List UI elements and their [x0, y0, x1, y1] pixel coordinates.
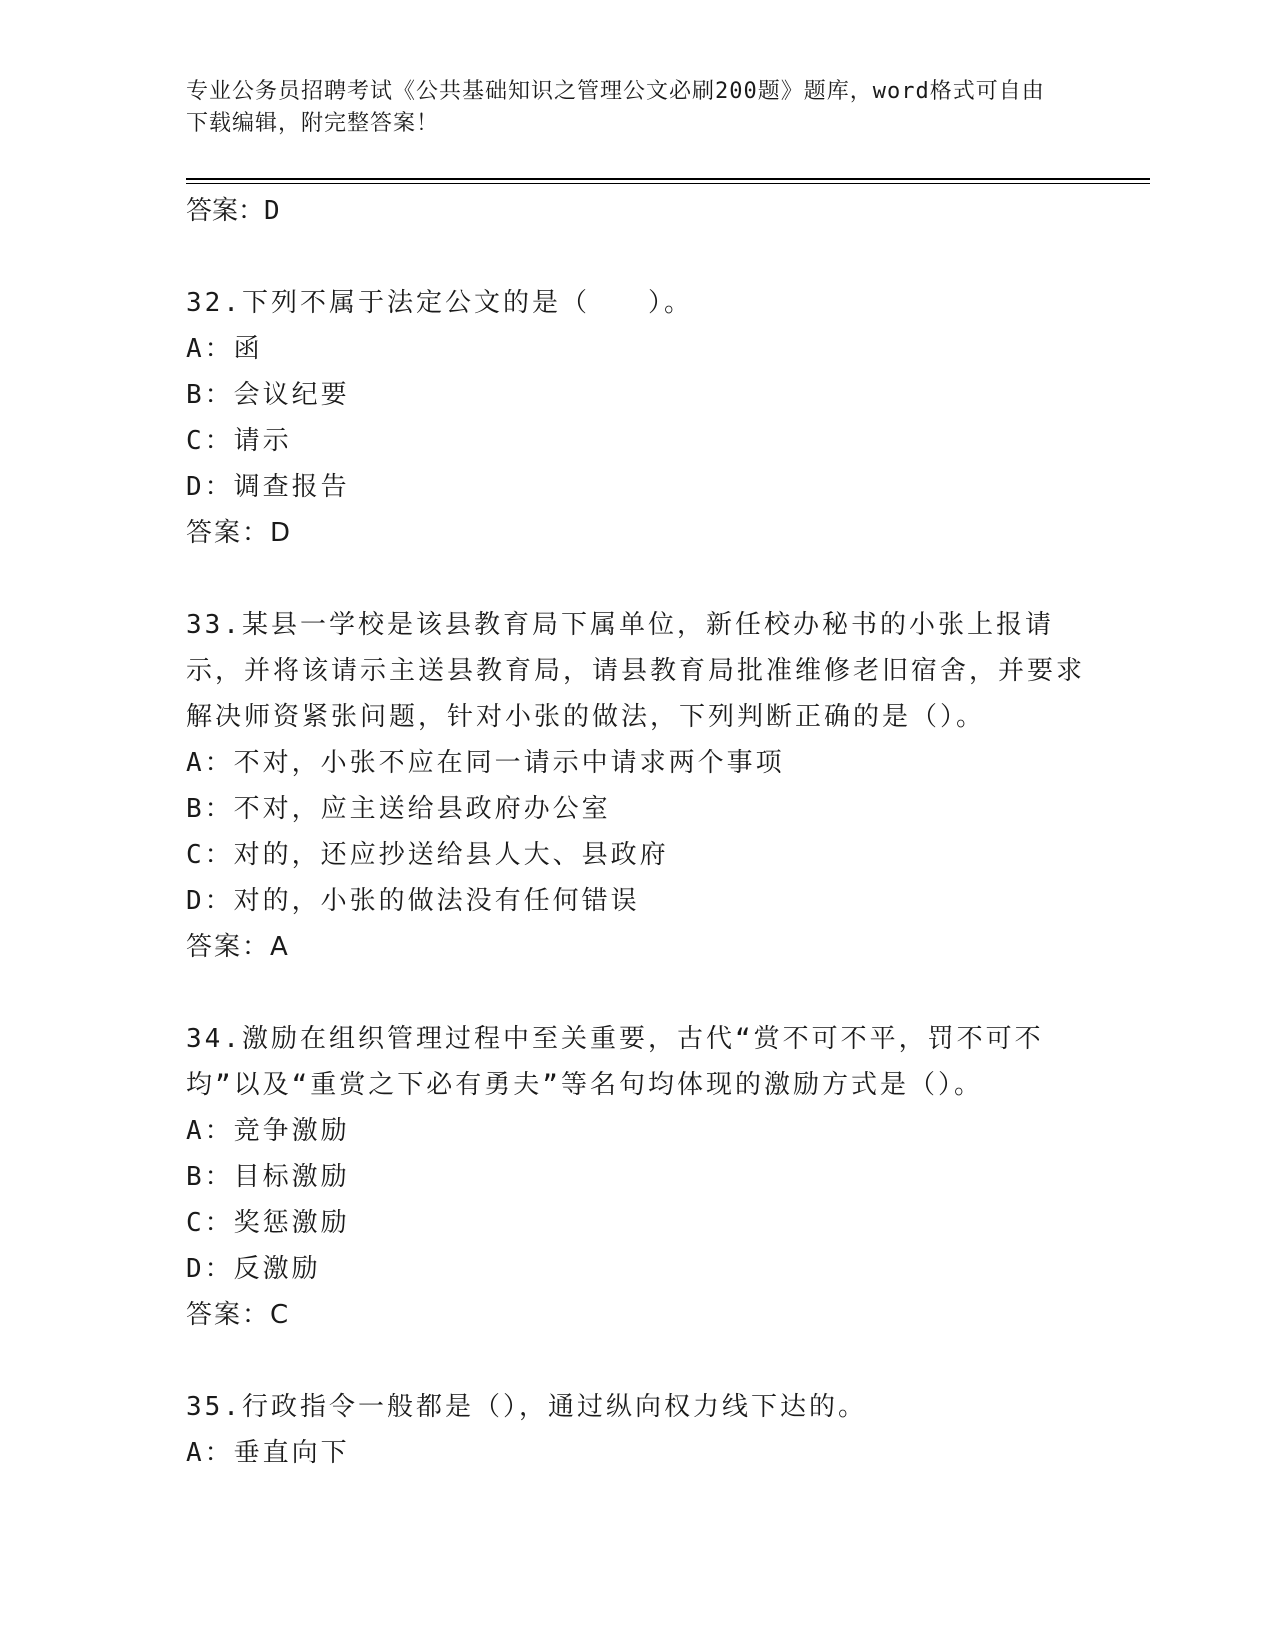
answer-value: D — [270, 518, 292, 548]
option-b: B：会议纪要 — [186, 380, 350, 410]
header-rule-thick — [186, 178, 1150, 180]
answer-label: 答案： — [186, 1300, 271, 1330]
question-stem: 34.激励在组织管理过程中至关重要，古代“赏不可不平，罚不可不均”以及“重赏之下必有勇夫”等名句均体现的激励方式是（）。 — [186, 1024, 1044, 1100]
question-33 — [186, 602, 1086, 970]
question-list — [186, 280, 1086, 1522]
document-header: 专业公务员招聘考试《公共基础知识之管理公文必刷200题》题库，word格式可自由下载编辑，附完整答案！ — [186, 79, 1045, 136]
question-stem: 32.下列不属于法定公文的是（ ）。 — [186, 288, 693, 318]
answer-value: A — [270, 932, 289, 962]
previous-answer — [186, 193, 280, 229]
option-b: B：不对，应主送给县政府办公室 — [186, 794, 611, 824]
answer-value: C — [270, 1300, 290, 1330]
question-35 — [186, 1384, 1086, 1476]
option-d: D：调查报告 — [186, 472, 350, 502]
answer-label: 答案： — [186, 196, 265, 226]
option-a: A：竞争激励 — [186, 1116, 350, 1146]
answer-label: 答案： — [186, 518, 271, 548]
option-a: A：函 — [186, 334, 263, 364]
option-c: C：请示 — [186, 426, 292, 456]
option-d: D：反激励 — [186, 1254, 321, 1284]
question-answer — [186, 1292, 1086, 1338]
question-stem: 35.行政指令一般都是（），通过纵向权力线下达的。 — [186, 1392, 867, 1422]
option-a: A：垂直向下 — [186, 1438, 350, 1468]
option-a: A：不对，小张不应在同一请示中请求两个事项 — [186, 748, 785, 778]
answer-label: 答案： — [186, 932, 271, 962]
option-d: D：对的，小张的做法没有任何错误 — [186, 886, 640, 916]
question-stem: 33.某县一学校是该县教育局下属单位，新任校办秘书的小张上报请示，并将该请示主送县教育局，请县教育局批准维修老旧宿舍，并要求解决师资紧张问题，针对小张的做法，下列判断正确的是（）。 — [186, 610, 1086, 732]
question-32 — [186, 280, 1086, 556]
question-answer — [186, 924, 1086, 970]
option-c: C：对的，还应抄送给县人大、县政府 — [186, 840, 669, 870]
header-rule-thin — [186, 183, 1150, 184]
question-34 — [186, 1016, 1086, 1338]
option-b: B：目标激励 — [186, 1162, 350, 1192]
option-c: C：奖惩激励 — [186, 1208, 350, 1238]
question-answer — [186, 510, 1086, 556]
answer-value: D — [264, 196, 280, 226]
